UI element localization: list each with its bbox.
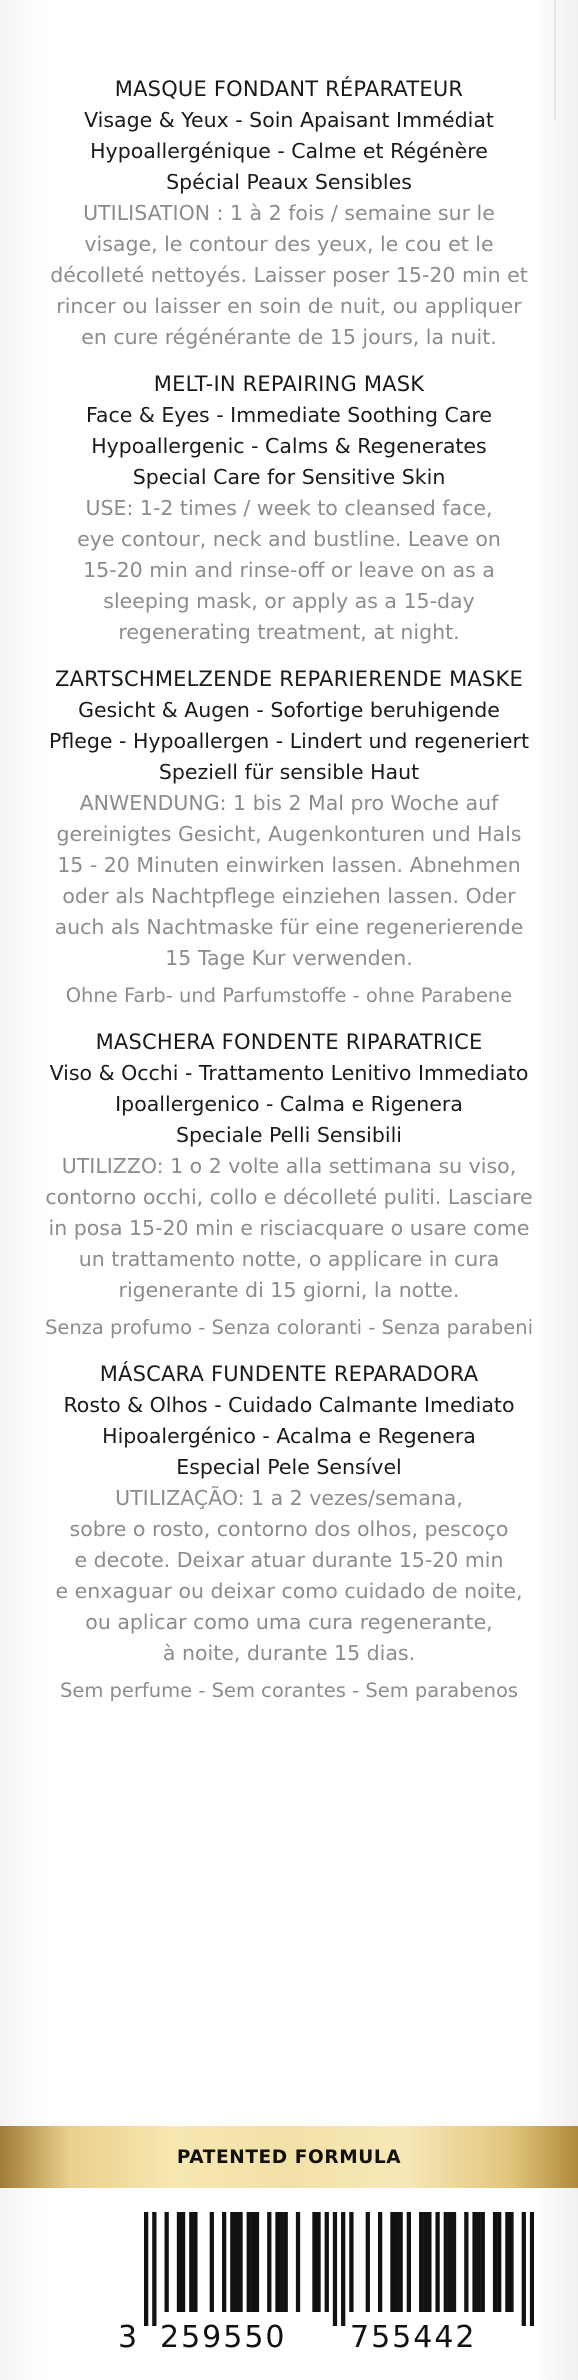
barcode-bar <box>181 2212 185 2312</box>
usage-line: UTILISATION : 1 à 2 fois / semaine sur le <box>83 201 495 225</box>
barcode-guard-bar <box>152 2212 156 2326</box>
usage-line: ou aplicar como uma cura regenerante, <box>85 1610 493 1634</box>
barcode <box>118 2212 540 2360</box>
barcode-bar <box>366 2212 370 2312</box>
barcode-bar <box>378 2212 382 2312</box>
barcode-bar <box>444 2212 448 2312</box>
barcode-bar <box>238 2212 242 2312</box>
barcode-guard-bar <box>144 2212 148 2326</box>
barcode-bar <box>448 2212 452 2312</box>
claim-line: Hypoallergenic - Calms & Regenerates <box>91 434 487 458</box>
barcode-bar <box>279 2212 283 2312</box>
claim-line: Special Care for Sensitive Skin <box>132 465 446 489</box>
claim-line: Rosto & Olhos - Cuidado Calmante Imediato <box>63 1393 515 1417</box>
usage-line: sobre o rosto, contorno dos olhos, pescoço <box>69 1517 509 1541</box>
barcode-bar <box>505 2212 509 2312</box>
barcode-bar <box>349 2212 353 2312</box>
barcode-bar <box>497 2212 501 2312</box>
usage-line: 15 Tage Kur verwenden. <box>165 946 413 970</box>
section-title: MELT-IN REPAIRING MASK <box>153 372 425 396</box>
free-from-line: Ohne Farb- und Parfumstoffe - ohne Parabene <box>65 984 513 1007</box>
barcode-bar <box>275 2212 279 2312</box>
claim-line: Ipoallergenico - Calma e Rigenera <box>115 1092 463 1116</box>
barcode-bar <box>472 2212 476 2312</box>
claim-line: Visage & Yeux - Soin Apaisant Immédiat <box>84 108 494 132</box>
section-en <box>30 369 548 648</box>
usage-line: UTILIZAÇÃO: 1 a 2 vezes/semana, <box>115 1486 463 1510</box>
patented-formula-band <box>0 2126 578 2188</box>
barcode-bar <box>255 2212 259 2312</box>
usage-line: e decote. Deixar atuar durante 15-20 min <box>74 1548 504 1572</box>
barcode-guard-bar <box>530 2212 534 2326</box>
barcode-bar <box>509 2212 513 2312</box>
usage-line: contorno occhi, collo e décolleté puliti. Lasciare <box>45 1185 533 1209</box>
claim-line: Especial Pele Sensível <box>176 1455 402 1479</box>
claim-line: Pflege - Hypoallergen - Lindert und regeneriert <box>49 729 529 753</box>
free-from-line: Senza profumo - Senza coloranti - Senza parabeni <box>44 1316 534 1339</box>
barcode-guard-bar <box>341 2212 345 2326</box>
barcode-bar <box>316 2212 320 2312</box>
panel-seam <box>554 0 556 120</box>
claim-line: Speciale Pelli Sensibili <box>176 1123 402 1147</box>
claim-line: Face & Eyes - Immediate Soothing Care <box>85 403 493 427</box>
claim-line: Speziell für sensible Haut <box>158 760 420 784</box>
section-pt <box>30 1359 548 1706</box>
barcode-bar <box>419 2212 423 2312</box>
section-title: MASCHERA FONDENTE RIPARATRICE <box>95 1030 483 1054</box>
multilingual-text-block <box>30 74 548 1722</box>
barcode-guard-bar <box>333 2212 337 2326</box>
barcode-bar <box>452 2212 456 2312</box>
usage-line: UTILIZZO: 1 o 2 volte alla settimana su viso, <box>61 1154 517 1178</box>
usage-line: visage, le contour des yeux, le cou et le <box>84 232 494 256</box>
barcode-bar <box>325 2212 329 2312</box>
barcode-bar <box>177 2212 181 2312</box>
usage-line: e enxaguar ou deixar como cuidado de noite, <box>55 1579 523 1603</box>
barcode-bar <box>193 2212 197 2312</box>
usage-line: oder als Nachtpflege einziehen lassen. Oder <box>62 884 516 908</box>
usage-line: rigenerante di 15 giorni, la notte. <box>118 1278 460 1302</box>
usage-line: un trattamento notte, o applicare in cura <box>78 1247 500 1271</box>
barcode-bar <box>267 2212 271 2312</box>
usage-line: décolleté nettoyés. Laisser poser 15-20 min et <box>50 263 528 287</box>
usage-line: rincer ou laisser en soin de nuit, ou appliquer <box>56 294 522 318</box>
barcode-bar <box>210 2212 214 2312</box>
barcode-bar <box>423 2212 427 2312</box>
usage-line: auch als Nachtmaske für eine regenerierende <box>54 915 524 939</box>
barcode-bar <box>230 2212 234 2312</box>
usage-line: à noite, durante 15 dias. <box>162 1641 416 1665</box>
barcode-digits-right: 755442 <box>348 2316 479 2360</box>
barcode-bar <box>234 2212 238 2312</box>
barcode-bar <box>296 2212 300 2312</box>
barcode-bar <box>251 2212 255 2312</box>
claim-line: Hipoalergénico - Acalma e Regenera <box>102 1424 476 1448</box>
barcode-bar <box>247 2212 251 2312</box>
section-it <box>30 1027 548 1343</box>
section-title: MASQUE FONDANT RÉPARATEUR <box>114 77 464 101</box>
barcode-bar <box>427 2212 431 2312</box>
section-title: MÁSCARA FUNDENTE REPARADORA <box>99 1362 479 1386</box>
barcode-digit-first: 3 <box>118 2316 139 2360</box>
barcode-bar <box>493 2212 497 2312</box>
usage-line: ANWENDUNG: 1 bis 2 Mal pro Woche auf <box>79 791 499 815</box>
usage-line: regenerating treatment, at night. <box>118 620 460 644</box>
free-from-line: Sem perfume - Sem corantes - Sem parabenos <box>59 1679 519 1702</box>
usage-line: eye contour, neck and bustline. Leave on <box>77 527 501 551</box>
barcode-digits-left: 259550 <box>158 2316 289 2360</box>
barcode-guard-bar <box>522 2212 526 2326</box>
barcode-bar <box>435 2212 439 2312</box>
barcode-bar <box>481 2212 485 2312</box>
claim-line: Hypoallergénique - Calme et Régénère <box>90 139 488 163</box>
claim-line: Gesicht & Augen - Sofortige beruhigende <box>78 698 500 722</box>
barcode-bar <box>189 2212 193 2312</box>
claim-line: Spécial Peaux Sensibles <box>166 170 412 194</box>
barcode-bar <box>284 2212 288 2312</box>
barcode-bar <box>399 2212 403 2312</box>
barcode-bar <box>222 2212 226 2312</box>
barcode-bar <box>312 2212 316 2312</box>
usage-line: 15 - 20 Minuten einwirken lassen. Abnehmen <box>57 853 521 877</box>
barcode-bar <box>464 2212 468 2312</box>
barcode-bar <box>390 2212 394 2312</box>
usage-line: USE: 1-2 times / week to cleansed face, <box>85 496 493 520</box>
usage-line: gereinigtes Gesicht, Augenkonturen und Hals <box>56 822 522 846</box>
section-title: ZARTSCHMELZENDE REPARIERENDE MASKE <box>55 667 523 691</box>
barcode-bars <box>144 2212 534 2326</box>
usage-line: en cure régénérante de 15 jours, la nuit. <box>81 325 497 349</box>
section-de <box>30 664 548 1011</box>
usage-line: sleeping mask, or apply as a 15-day <box>103 589 475 613</box>
barcode-bar <box>394 2212 398 2312</box>
usage-line: in posa 15-20 min e risciacquare o usare come <box>48 1216 530 1240</box>
section-fr <box>30 74 548 353</box>
claim-line: Viso & Occhi - Trattamento Lenitivo Immediato <box>49 1061 529 1085</box>
usage-line: 15-20 min and rinse-off or leave on as a <box>83 558 495 582</box>
band-label: PATENTED FORMULA <box>176 2146 402 2168</box>
barcode-bar <box>477 2212 481 2312</box>
barcode-bar <box>165 2212 169 2312</box>
barcode-bar <box>407 2212 411 2312</box>
